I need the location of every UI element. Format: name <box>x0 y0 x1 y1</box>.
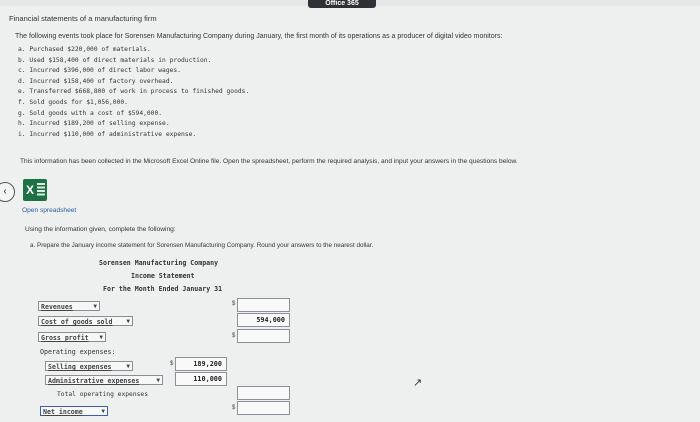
selling-expenses-dropdown[interactable] <box>45 361 133 371</box>
revenues-dropdown-label: Revenues <box>41 303 73 311</box>
cogs-dropdown[interactable] <box>38 316 133 326</box>
events-list <box>18 45 249 140</box>
list-item: e. Transferred $668,800 of work in process to finished goods. <box>18 88 250 96</box>
dollar-sign: $ <box>232 333 236 339</box>
list-item: f. Sold goods for $1,056,000. <box>18 98 128 106</box>
revenues-dropdown[interactable] <box>38 301 100 311</box>
caret-down-icon: ▼ <box>99 334 103 341</box>
operating-expenses-label: Operating expenses: <box>40 348 116 356</box>
gross-profit-input[interactable] <box>237 329 290 343</box>
office-365-tab[interactable]: Office 365 <box>308 0 376 8</box>
intro-text: The following events took place for Sorensen Manufacturing Company during January, the first month of its operations as a producer of digital video monitors: <box>15 33 503 40</box>
caret-down-icon: ▼ <box>126 363 130 370</box>
caret-down-icon: ▼ <box>93 303 97 310</box>
list-item: g. Sold goods with a cost of $594,000. <box>18 109 163 117</box>
net-income-input[interactable] <box>237 401 290 415</box>
dollar-sign: $ <box>232 405 236 411</box>
mouse-pointer-icon: ↗ <box>413 377 423 389</box>
cogs-dropdown-label: Cost of goods sold <box>41 318 113 326</box>
revenues-input[interactable] <box>237 298 290 312</box>
statement-company: Sorensen Manufacturing Company <box>99 259 219 267</box>
page-title: Financial statements of a manufacturing firm <box>9 14 157 23</box>
caret-down-icon: ▼ <box>156 377 160 384</box>
administrative-expenses-dropdown[interactable] <box>45 375 163 385</box>
caret-down-icon: ▼ <box>126 318 130 325</box>
selling-expenses-input[interactable]: 189,200 <box>175 357 227 371</box>
administrative-expenses-input[interactable]: 110,000 <box>175 372 227 386</box>
info-text: This information has been collected in the Microsoft Excel Online file. Open the spreadsheet, perform the required analysis, and input your answers in the questions below. <box>20 158 518 165</box>
selling-expenses-dropdown-label: Selling expenses <box>48 363 112 371</box>
list-item: b. Used $158,400 of direct materials in production. <box>18 56 212 64</box>
administrative-expenses-dropdown-label: Administrative expenses <box>48 377 140 385</box>
dollar-sign: $ <box>170 361 174 367</box>
statement-period: For the Month Ended January 31 <box>103 285 223 293</box>
statement-name: Income Statement <box>131 272 195 280</box>
list-item: d. Incurred $158,400 of factory overhead. <box>18 77 174 85</box>
dollar-sign: $ <box>232 301 236 307</box>
list-item: h. Incurred $189,200 of selling expense. <box>18 120 170 128</box>
net-income-dropdown[interactable] <box>40 406 108 416</box>
instructions-text: Using the information given, complete the following: <box>25 226 176 233</box>
total-operating-expenses-label: Total operating expenses <box>57 391 148 398</box>
gross-profit-dropdown-label: Gross profit <box>41 334 89 342</box>
excel-icon[interactable]: X <box>23 179 47 201</box>
list-item: i. Incurred $110,000 of administrative expense. <box>18 130 197 138</box>
caret-down-icon: ▼ <box>101 408 105 415</box>
list-item: a. Purchased $220,000 of materials. <box>18 46 151 53</box>
list-item: c. Incurred $396,000 of direct labor wages. <box>18 67 182 75</box>
part-a-text: a. Prepare the January income statement for Sorensen Manufacturing Company. Round your answers to the nearest dollar. <box>30 242 374 249</box>
open-spreadsheet-link[interactable]: Open spreadsheet <box>22 207 77 214</box>
gross-profit-dropdown[interactable] <box>38 332 106 342</box>
cogs-input[interactable]: 594,000 <box>237 313 290 327</box>
net-income-dropdown-label: Net income <box>43 408 83 416</box>
total-operating-expenses-input[interactable] <box>237 386 290 400</box>
chevron-left-icon[interactable]: ‹ <box>0 182 15 202</box>
